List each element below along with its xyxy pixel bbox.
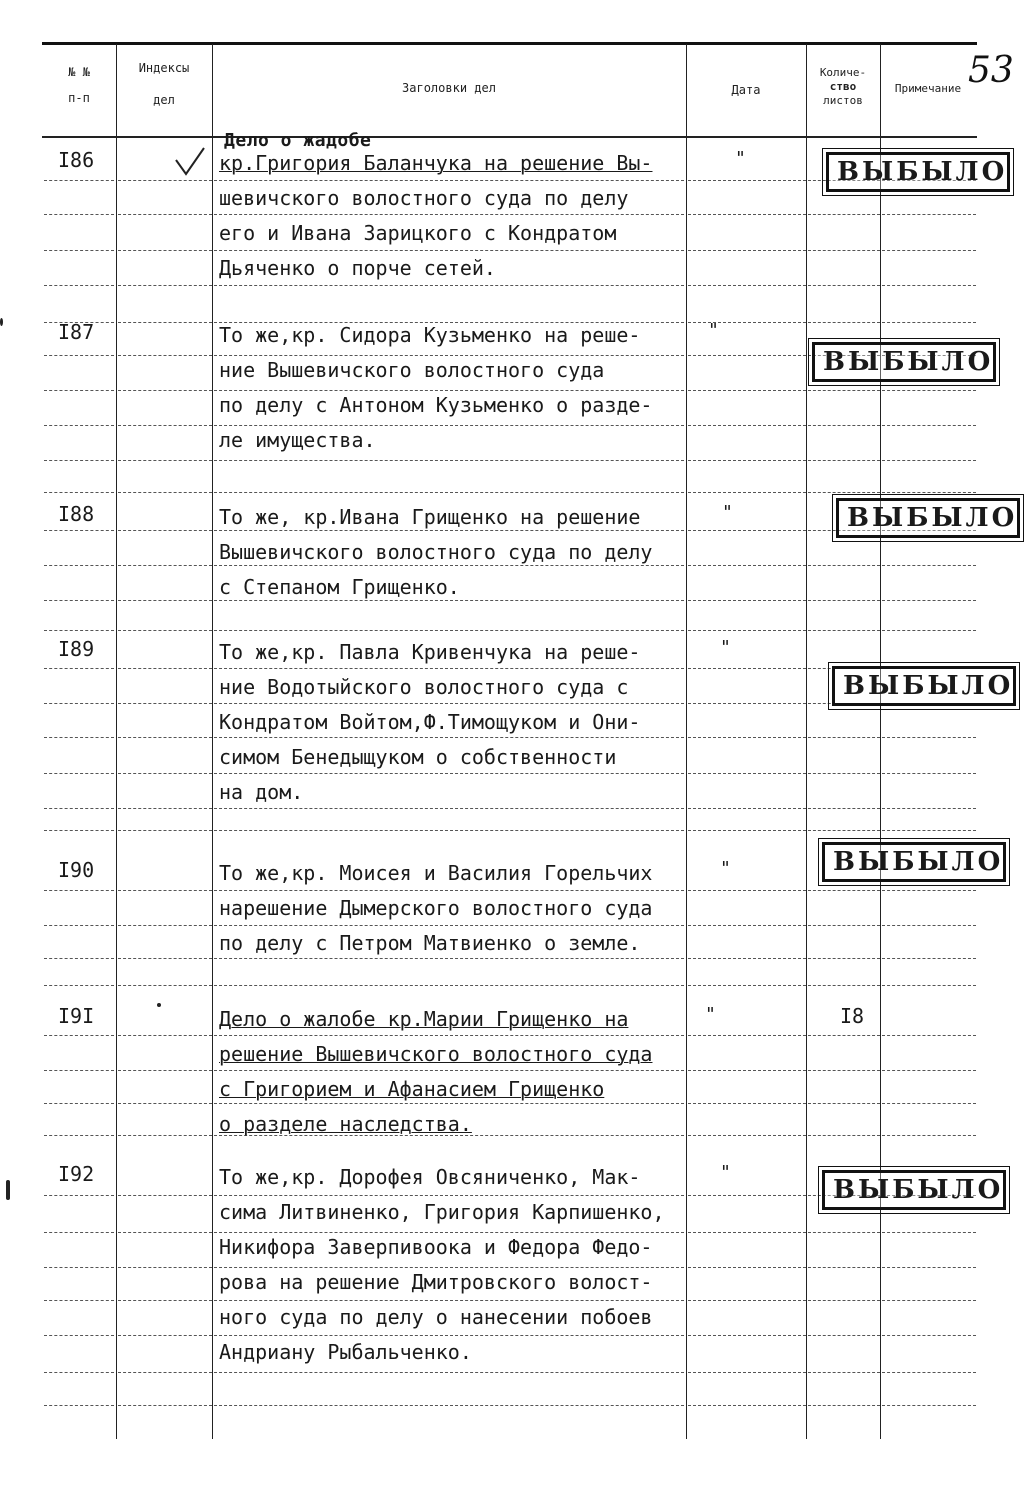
ruled-line [882,830,976,831]
ruled-line [882,1405,976,1406]
column-divider [116,44,117,1439]
entry-number: I92 [58,1162,95,1186]
entry-description-line: Вышевичского волостного суда по делу [219,540,653,564]
header-num-label: № № [68,65,90,79]
entry-number: I86 [58,148,95,172]
entry-description-line: с Григорием и Афанасием Грищенко [219,1077,605,1101]
entry-date-ditto: " [708,320,719,341]
ruled-line [118,703,212,704]
ruled-line [44,565,114,566]
ruled-line [44,214,114,215]
page-number: 53 [968,50,1014,91]
withdrawn-stamp: ВЫБЫЛО [832,666,1016,706]
ruled-line [882,925,976,926]
ruled-line [118,985,212,986]
ruled-line [882,1267,976,1268]
entry-number: I89 [58,637,95,661]
ruled-line [882,1300,976,1301]
ruled-line [118,214,212,215]
ruled-line [808,565,880,566]
ruled-line [808,737,880,738]
ruled-line [44,985,114,986]
ruled-line [882,1135,976,1136]
ruled-line [118,322,212,323]
ruled-line [882,1335,976,1336]
ruled-line [118,492,212,493]
entry-description-line: То же, кр.Ивана Грищенко на решение [219,505,641,529]
ruled-line [118,1372,212,1373]
entry-description-line: То же,кр. Павла Кривенчука на реше- [219,640,641,664]
ruled-line [118,1335,212,1336]
ruled-line [808,773,880,774]
ruled-line [44,1070,114,1071]
ruled-line [118,1300,212,1301]
column-divider [212,44,213,1439]
ruled-line [688,1405,806,1406]
entry-description [219,856,719,961]
ruled-line [214,1405,684,1406]
ruled-line [808,830,880,831]
ruled-line [44,460,114,461]
ruled-line [118,925,212,926]
ruled-line [688,830,806,831]
entry-description-line: кр.Григория Баланчука на решение Вы- [219,151,653,175]
ruled-line [882,985,976,986]
entry-description-line: о разделе наследства. [219,1112,472,1136]
ruled-line [44,1372,114,1373]
ruled-line [214,985,684,986]
header-notes-label: Примечание [894,82,962,95]
ruled-line [808,1103,880,1104]
ruled-line [688,492,806,493]
entry-number: I87 [58,320,95,344]
table-top-border [42,42,977,45]
entry-description-line: То же,кр. Сидора Кузьменко на реше- [219,323,641,347]
entry-description-line: Дьяченко о порче сетей. [219,256,496,280]
header-title-label: Заголовки дел [402,81,496,95]
entry-date-ditto: " [720,1162,731,1183]
ruled-line [882,773,976,774]
ruled-line [688,460,806,461]
ruled-line [118,425,212,426]
entry-number: I9I [58,1004,95,1028]
withdrawn-stamp: ВЫБЫЛО [812,342,996,382]
header-title-cell [214,78,684,98]
ruled-line [44,1135,114,1136]
ruled-line [44,1035,114,1036]
entry-description-line: сима Литвиненко, Григория Карпишенко, [219,1200,665,1224]
ruled-line [214,492,684,493]
entry-description-line: ле имущества. [219,428,376,452]
withdrawn-stamp: ВЫБЫЛО [822,842,1006,882]
header-date-cell [688,80,804,100]
ruled-line [808,460,880,461]
check-mark-icon [172,144,208,180]
ruled-line [118,1103,212,1104]
ruled-line [882,1103,976,1104]
ruled-line [214,1372,684,1373]
entry-description-line: ние Вышевичского волостного суда [219,358,605,382]
entry-date-ditto: " [735,148,746,169]
ruled-line [44,830,114,831]
ruled-line [118,830,212,831]
entry-description [219,1002,719,1142]
ruled-line [882,250,976,251]
ruled-line [44,600,114,601]
ruled-line [44,180,114,181]
header-index-label-2: дел [153,93,175,107]
ruled-line [118,1267,212,1268]
ruled-line [882,425,976,426]
entry-sheet-count: I8 [840,1004,865,1028]
header-sheets-label: Количе- [819,66,867,79]
column-divider [880,44,881,1439]
case-header: Дело о жадобе [224,130,372,151]
ruled-line [44,890,114,891]
entry-description-line: рова на решение Дмитровского волост- [219,1270,653,1294]
ruled-line [808,1035,880,1036]
ruled-line [808,390,880,391]
ruled-line [882,460,976,461]
ruled-line [882,808,976,809]
ruled-line [808,925,880,926]
ruled-line [118,285,212,286]
ruled-line [808,322,880,323]
ruled-line [808,1335,880,1336]
entry-description-line: нарешение Дымерского волостного суда [219,896,653,920]
header-index-cell [118,58,210,110]
ruled-line [44,737,114,738]
withdrawn-stamp: ВЫБЫЛО [836,498,1020,538]
ruled-line [44,1267,114,1268]
ruled-line [808,1267,880,1268]
header-sheets-label-2: ство [829,80,857,93]
ruled-line [44,1195,114,1196]
ruled-line [44,390,114,391]
ruled-line [882,1035,976,1036]
ruled-line [808,600,880,601]
ruled-line [44,425,114,426]
ruled-line [118,600,212,601]
entry-description-line: Дело о жалобе кр.Марии Грищенко на [219,1007,629,1031]
ruled-line [882,890,976,891]
ruled-line [118,355,212,356]
entry-description [219,318,719,458]
entry-date-ditto: " [705,1004,716,1025]
ruled-line [118,668,212,669]
ruled-line [882,322,976,323]
ink-speck [0,318,3,326]
ruled-line [118,1035,212,1036]
ruled-line [882,214,976,215]
entry-description [219,635,719,810]
ruled-line [882,1070,976,1071]
entry-description-line: То же,кр. Моисея и Василия Горельчих [219,861,653,885]
ruled-line [808,630,880,631]
ruled-line [882,600,976,601]
ink-speck [157,1003,161,1007]
ruled-line [808,425,880,426]
ruled-line [44,703,114,704]
ruled-line [44,773,114,774]
entry-description-line: на дом. [219,780,304,804]
ruled-line [882,285,976,286]
ruled-line [214,630,684,631]
ruled-line [118,390,212,391]
ruled-line [44,1103,114,1104]
ruled-line [118,530,212,531]
header-index-label: Индексы [138,61,190,75]
entry-date-ditto: " [720,858,731,879]
ruled-line [808,285,880,286]
entry-date-ditto: " [720,637,731,658]
ruled-line [44,250,114,251]
ruled-line [882,1372,976,1373]
entry-date-ditto: " [722,502,733,523]
withdrawn-stamp: ВЫБЫЛО [822,1170,1006,1210]
ruled-line [688,985,806,986]
entry-description-line: его и Ивана Зарицкого с Кондратом [219,221,617,245]
header-num-label-2: п-п [68,91,90,105]
header-sheets-label-3: листов [823,94,863,107]
ruled-line [118,180,212,181]
ruled-line [882,1232,976,1233]
ruled-line [808,1372,880,1373]
withdrawn-stamp: ВЫБЫЛО [826,152,1010,192]
ruled-line [688,1372,806,1373]
ruled-line [808,492,880,493]
entry-description-line: Никифора Заверпивоока и Федора Федо- [219,1235,653,1259]
ruled-line [118,773,212,774]
ruled-line [44,668,114,669]
ruled-line [118,565,212,566]
ruled-line [882,737,976,738]
ruled-line [808,1070,880,1071]
ruled-line [44,1405,114,1406]
header-num-cell [44,62,114,108]
ruled-line [808,214,880,215]
ink-speck [6,1180,10,1200]
ruled-line [808,1300,880,1301]
entry-description-line: Кондратом Войтом,Ф.Тимощуком и Они- [219,710,641,734]
entry-description [219,146,719,286]
ruled-line [118,890,212,891]
ruled-line [214,460,684,461]
ruled-line [44,630,114,631]
ruled-line [882,390,976,391]
ruled-line [808,808,880,809]
header-notes-cell [880,82,976,96]
entry-description-line: Андриану Рыбальченко. [219,1340,472,1364]
ruled-line [44,530,114,531]
entry-description-line: решение Вышевичского волостного суда [219,1042,653,1066]
ruled-line [118,250,212,251]
ruled-line [118,958,212,959]
header-date-label: Дата [731,83,761,97]
ruled-line [44,925,114,926]
header-sheets-cell [808,66,878,108]
ruled-line [118,1405,212,1406]
entry-description-line: симом Бенедыщуком о собственности [219,745,617,769]
ruled-line [808,958,880,959]
entry-description [219,1160,719,1370]
ruled-line [44,1232,114,1233]
entry-description-line: То же,кр. Дорофея Овсяниченко, Мак- [219,1165,641,1189]
ruled-line [118,630,212,631]
entry-description-line: по делу с Антоном Кузьменко о разде- [219,393,653,417]
entry-description-line: ние Водотыйского волостного суда с [219,675,629,699]
ruled-line [118,1195,212,1196]
ruled-line [44,355,114,356]
table-header-border [42,136,977,138]
ruled-line [808,1405,880,1406]
entry-number: I90 [58,858,95,882]
ruled-line [808,1232,880,1233]
ruled-line [118,1135,212,1136]
ruled-line [688,630,806,631]
entry-description-line: с Степаном Грищенко. [219,575,460,599]
ruled-line [882,492,976,493]
ruled-line [44,1300,114,1301]
entry-description-line: ного суда по делу о нанесении побоев [219,1305,653,1329]
ruled-line [808,890,880,891]
ruled-line [808,1135,880,1136]
ruled-line [118,460,212,461]
ruled-line [44,958,114,959]
entry-description-line: по делу с Петром Матвиенко о земле. [219,931,641,955]
ruled-line [44,492,114,493]
ruled-line [808,985,880,986]
column-divider [806,44,807,1439]
entry-description [219,500,719,605]
entry-description-line: шевичского волостного суда по делу [219,186,629,210]
ruled-line [118,808,212,809]
ruled-line [44,808,114,809]
ruled-line [44,1335,114,1336]
ruled-line [214,830,684,831]
ruled-line [44,285,114,286]
ruled-line [118,1232,212,1233]
ruled-line [118,737,212,738]
ruled-line [882,958,976,959]
entry-number: I88 [58,502,95,526]
ruled-line [882,630,976,631]
ruled-line [882,565,976,566]
ruled-line [118,1070,212,1071]
ruled-line [808,250,880,251]
